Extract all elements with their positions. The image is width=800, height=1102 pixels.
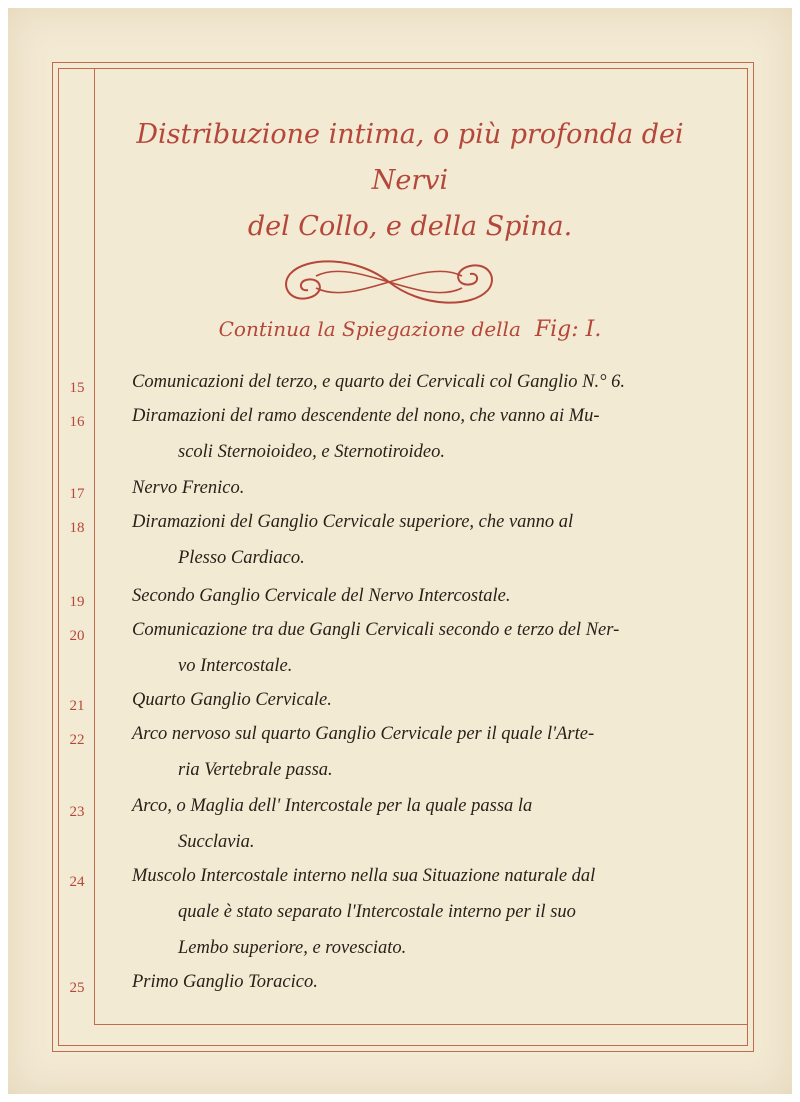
entry-number: 19: [69, 594, 85, 610]
entry-text: Muscolo Intercostale interno nella sua Situazione naturale dal: [132, 866, 596, 886]
section-subtitle: [110, 312, 710, 347]
entry-text-continuation: Plesso Cardiaco.: [178, 548, 305, 568]
title-line-2: del Collo, e della Spina.: [247, 211, 573, 242]
entry-text: Nervo Frenico.: [132, 478, 245, 498]
entry-number: 16: [69, 414, 85, 430]
entry-text: Quarto Ganglio Cervicale.: [132, 690, 332, 710]
subtitle-text: Continua la Spiegazione della: [218, 317, 521, 341]
entry-text-continuation: ria Vertebrale passa.: [178, 760, 333, 780]
entry-text-continuation: scoli Sternoioideo, e Sternotiroideo.: [178, 442, 446, 462]
entry-text: Diramazioni del Ganglio Cervicale superiore, che vanno al: [132, 512, 574, 532]
title-line-1: Distribuzione intima, o più profonda dei Nervi: [136, 119, 684, 196]
entry-number: 17: [69, 486, 85, 502]
entry-text: Arco nervoso sul quarto Ganglio Cervicale per il quale l'Arte-: [132, 724, 595, 744]
entry-text: Primo Ganglio Toracico.: [132, 972, 318, 992]
entry-text-continuation: vo Intercostale.: [178, 656, 293, 676]
margin-rule: [94, 68, 95, 1024]
entry-text: Diramazioni del ramo descendente del nono, che vanno ai Mu-: [132, 406, 600, 426]
entry-number: 18: [69, 520, 85, 536]
entry-text: Comunicazioni del terzo, e quarto dei Cervicali col Ganglio N.° 6.: [132, 372, 625, 392]
entry-number: 20: [69, 628, 85, 644]
entry-text: Comunicazione tra due Gangli Cervicali secondo e terzo del Ner-: [132, 620, 620, 640]
entry-text: Arco, o Maglia dell' Intercostale per la quale passa la: [132, 796, 533, 816]
entry-text-continuation: Succlavia.: [178, 832, 255, 852]
entry-text-continuation: Lembo superiore, e rovesciato.: [178, 938, 407, 958]
page-title: [110, 112, 710, 250]
entry-number: 15: [69, 380, 85, 396]
entry-number: 25: [69, 980, 85, 996]
entry-number: 23: [69, 804, 85, 820]
entry-number: 24: [69, 874, 85, 890]
entry-number: 21: [69, 698, 85, 714]
figure-reference: Fig: I.: [534, 317, 602, 342]
bottom-rule: [94, 1024, 748, 1025]
entry-text-continuation: quale è stato separato l'Intercostale interno per il suo: [178, 902, 576, 922]
flourish-ornament-icon: [276, 252, 502, 312]
entry-number: 22: [69, 732, 85, 748]
entry-text: Secondo Ganglio Cervicale del Nervo Intercostale.: [132, 586, 511, 606]
